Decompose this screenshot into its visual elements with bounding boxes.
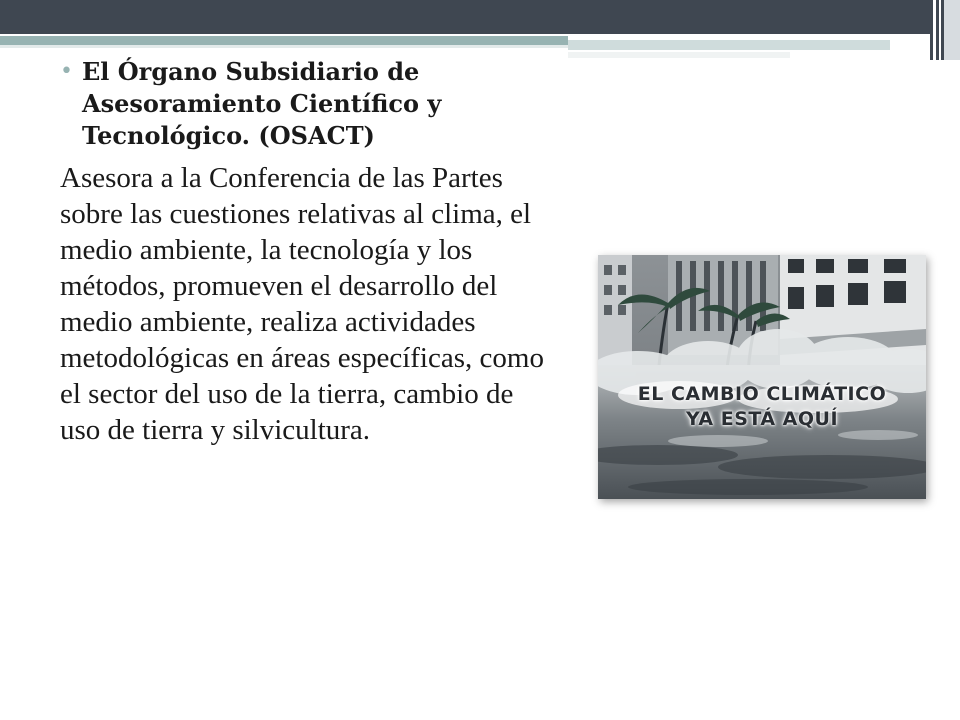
slide-content (60, 56, 560, 448)
accent-line (568, 52, 790, 58)
climate-change-photo (598, 255, 926, 499)
top-bar (0, 0, 930, 34)
accent-line (0, 45, 568, 48)
bullet-item (60, 56, 560, 152)
accent-line (0, 36, 568, 45)
slide-heading: El Órgano Subsidiario de Asesoramiento Científico y Tecnológico. (OSACT) (82, 57, 442, 150)
top-bar-edge-decoration (930, 0, 960, 60)
accent-line (568, 40, 890, 50)
slide-body-text: Asesora a la Conferencia de las Partes sobre las cuestiones relativas al clima, el medio ambiente, la tecnología y los métodos, promueven el desarrollo del medio ambiente, realiza actividades metodológicas en áreas específicas, como el sector del uso de la tierra, cambio de uso de tierra y silvicultura. (60, 162, 544, 446)
image-caption-line1: EL CAMBIO CLIMÁTICO (637, 383, 887, 405)
bullet-icon: • (60, 59, 73, 84)
image-caption-line2: YA ESTÁ AQUÍ (685, 408, 839, 430)
storm-scene-illustration (598, 255, 926, 499)
